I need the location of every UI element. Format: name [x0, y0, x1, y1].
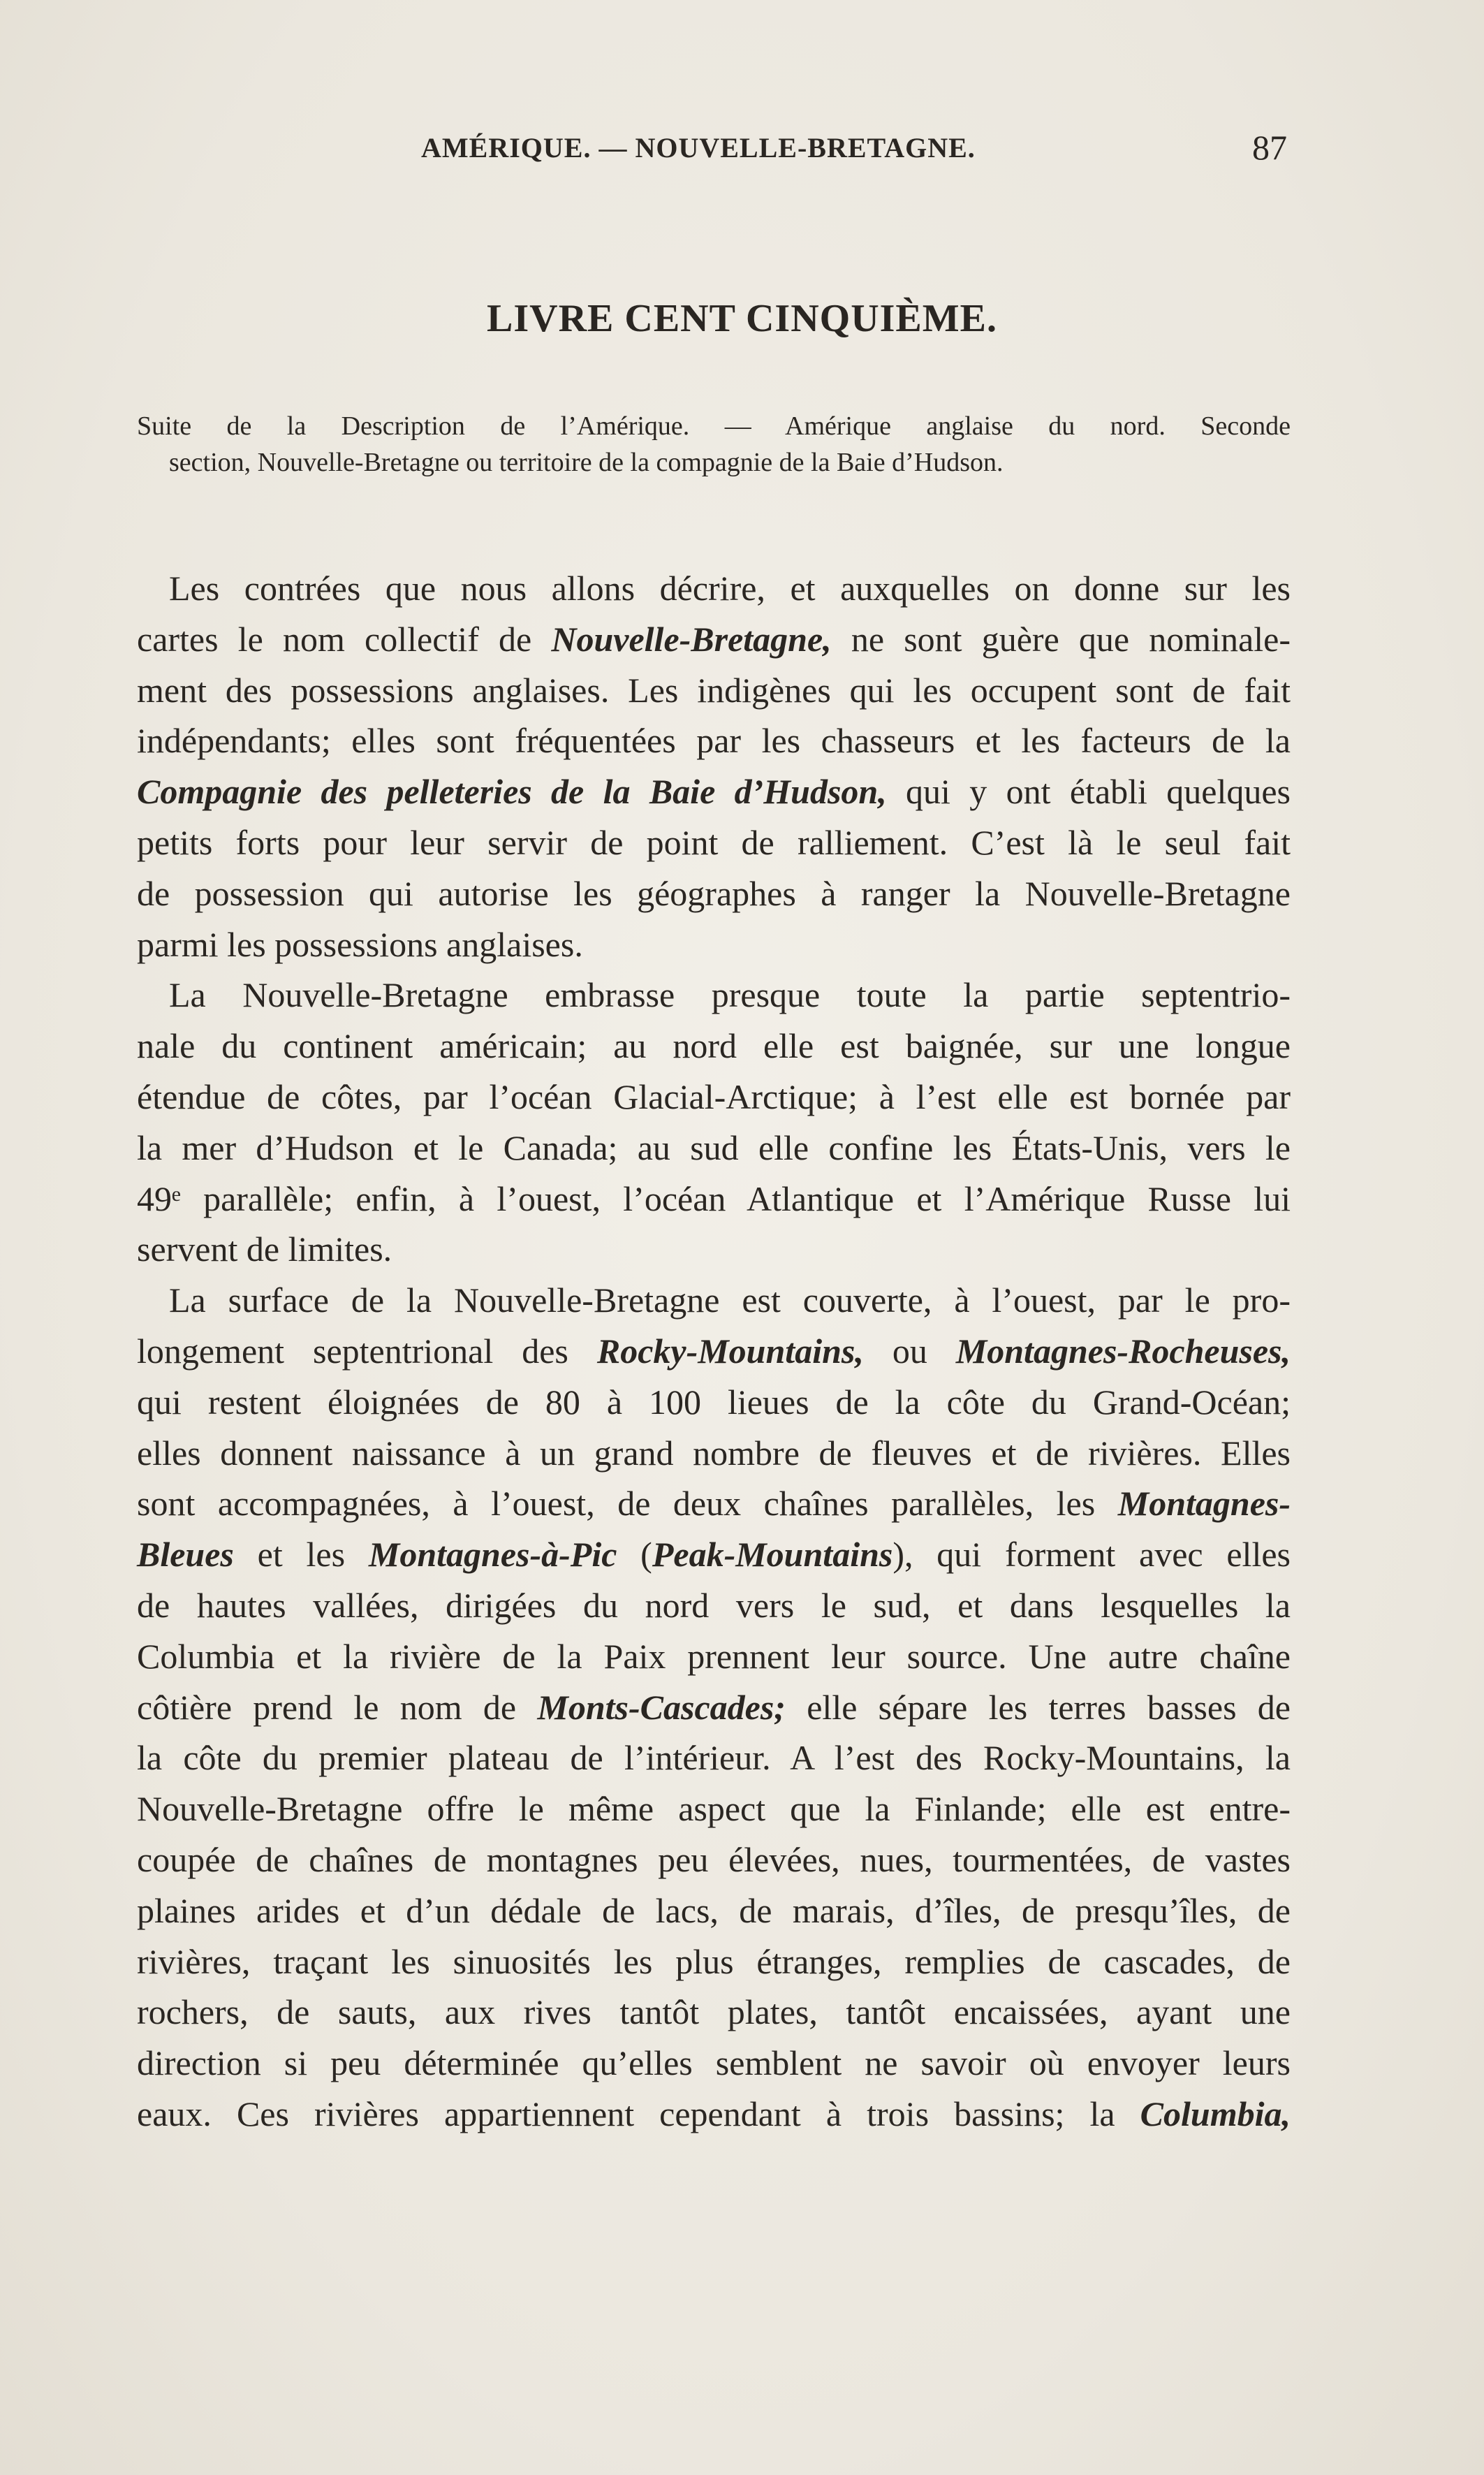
text-segment: sont accompagnées, à l’ouest, de deux chaînes parallèles, les — [137, 1484, 1118, 1524]
text-line — [137, 1478, 1291, 1529]
text-segment: rochers, de sauts, aux rives tantôt plates, tantôt encaissées, ayant une — [137, 1992, 1291, 2032]
text-segment: La surface de la Nouvelle-Bretagne est couverte, à l’ouest, par le pro- — [169, 1280, 1291, 1320]
text-segment: indépendants; elles sont fréquentées par les chasseurs et les facteurs de la — [137, 721, 1291, 761]
text-segment: petits forts pour leur servir de point de ralliement. C’est là le seul fait — [137, 822, 1291, 862]
running-head — [421, 128, 1287, 173]
text-segment: elles donnent naissance à un grand nombre de fleuves et de rivières. Elles — [137, 1433, 1291, 1473]
text-segment: ment des possessions anglaises. Les indigènes qui les occupent sont de fait — [137, 670, 1291, 710]
text-line — [137, 1834, 1291, 1885]
text-segment: Les contrées que nous allons décrire, et auxquelles on donne sur les — [169, 569, 1291, 608]
italic-term: Montagnes-Rocheuses, — [955, 1331, 1291, 1371]
text-line — [137, 1529, 1291, 1580]
text-segment: étendue de côtes, par l’océan Glacial-Arctique; à l’est elle est bornée par — [137, 1076, 1291, 1116]
text-segment: et les — [233, 1535, 369, 1575]
text-segment: cartes le nom collectif de — [137, 619, 552, 659]
text-line — [137, 563, 1291, 614]
text-segment: coupée de chaînes de montagnes peu élevées, nues, tourmentées, de vastes — [137, 1839, 1291, 1879]
italic-term: Compagnie des pelleteries de la Baie d’Hudson, — [137, 772, 887, 812]
text-segment: la mer d’Hudson et le Canada; au sud elle confine les États-Unis, vers le — [137, 1127, 1291, 1167]
italic-term: Rocky-Mountains, — [596, 1331, 864, 1371]
summary-line: Suite de la Description de l’Amérique. — Amérique anglaise du nord. Seconde — [137, 411, 1291, 441]
text-line — [137, 1885, 1291, 1936]
text-segment: eaux. Ces rivières appartiennent cependant à trois bassins; la — [137, 2094, 1140, 2133]
text-line — [137, 614, 1291, 665]
text-segment: servent de limites. — [137, 1229, 392, 1269]
text-segment: qui restent éloignées de 80 à 100 lieues de la côte du Grand-Océan; — [137, 1382, 1291, 1422]
body-text — [137, 563, 1291, 2140]
italic-term: Columbia, — [1140, 2094, 1291, 2133]
text-segment: de possession qui autorise les géographes à ranger la Nouvelle-Bretagne — [137, 873, 1291, 913]
text-segment: La Nouvelle-Bretagne embrasse presque toute la partie septentrio- — [169, 975, 1291, 1015]
text-line — [137, 1783, 1291, 1834]
italic-term: Monts-Cascades; — [537, 1687, 786, 1727]
chapter-title: LIVRE CENT CINQUIÈME. — [487, 297, 997, 340]
italic-term: Peak-Mountains — [652, 1535, 893, 1575]
text-line — [137, 1732, 1291, 1783]
text-line — [137, 1123, 1291, 1174]
text-segment: plaines arides et d’un dédale de lacs, de marais, d’îles, de presqu’îles, de — [137, 1890, 1291, 1930]
text-segment: 49ᵉ parallèle; enfin, à l’ouest, l’océan Atlantique et l’Amérique Russe lui — [137, 1178, 1291, 1218]
text-line — [137, 1682, 1291, 1733]
text-line — [137, 2038, 1291, 2089]
italic-term: Nouvelle-Bretagne, — [551, 619, 832, 659]
italic-term: Montagnes-à-Pic — [368, 1535, 617, 1575]
text-line — [137, 1072, 1291, 1123]
running-title: AMÉRIQUE. — NOUVELLE-BRETAGNE. — [421, 132, 976, 163]
text-line — [137, 1174, 1291, 1225]
text-line — [137, 970, 1291, 1021]
italic-term: Bleues — [137, 1535, 234, 1575]
text-line — [137, 2089, 1291, 2140]
page-number: 87 — [1252, 128, 1287, 167]
text-segment: rivières, traçant les sinuosités les plus étranges, remplies de cascades, de — [137, 1941, 1291, 1981]
text-segment: la côte du premier plateau de l’intérieur. A l’est des Rocky-Mountains, la — [137, 1738, 1291, 1778]
text-segment: parmi les possessions anglaises. — [137, 924, 583, 964]
text-segment: ), qui forment avec elles — [892, 1535, 1291, 1575]
text-segment: nale du continent américain; au nord elle est baignée, sur une longue — [137, 1026, 1291, 1066]
text-line — [137, 1631, 1291, 1682]
text-line — [137, 1275, 1291, 1326]
text-line — [137, 1936, 1291, 1987]
text-segment: côtière prend le nom de — [137, 1687, 538, 1727]
text-line — [137, 1987, 1291, 2038]
text-segment: de hautes vallées, dirigées du nord vers le sud, et dans lesquelles la — [137, 1585, 1291, 1625]
text-segment: elle sépare les terres basses de — [785, 1687, 1291, 1727]
text-line — [137, 1580, 1291, 1631]
text-segment: qui y ont établi quelques — [886, 772, 1291, 812]
chapter-summary — [137, 408, 1291, 481]
text-line — [137, 817, 1291, 868]
text-segment: Columbia et la rivière de la Paix prennent leur source. Une autre chaîne — [137, 1636, 1291, 1676]
text-line — [137, 868, 1291, 919]
text-segment: longement septentrional des — [137, 1331, 597, 1371]
text-segment: ne sont guère que nominale- — [831, 619, 1291, 659]
text-line — [137, 1326, 1291, 1377]
text-segment: ( — [617, 1535, 652, 1575]
text-line — [137, 1377, 1291, 1428]
text-line — [137, 715, 1291, 766]
text-line — [137, 1428, 1291, 1479]
text-line — [137, 1021, 1291, 1072]
text-line — [137, 1224, 1291, 1275]
text-line — [137, 919, 1291, 970]
text-line — [137, 665, 1291, 716]
text-line — [137, 766, 1291, 817]
summary-line: section, Nouvelle-Bretagne ou territoire de la compagnie de la Baie d’Hudson. — [169, 448, 1004, 477]
italic-term: Montagnes- — [1117, 1484, 1291, 1524]
text-segment: Nouvelle-Bretagne offre le même aspect que la Finlande; elle est entre- — [137, 1789, 1291, 1829]
text-segment: direction si peu déterminée qu’elles semblent ne savoir où envoyer leurs — [137, 2043, 1291, 2083]
text-segment: ou — [863, 1331, 956, 1371]
